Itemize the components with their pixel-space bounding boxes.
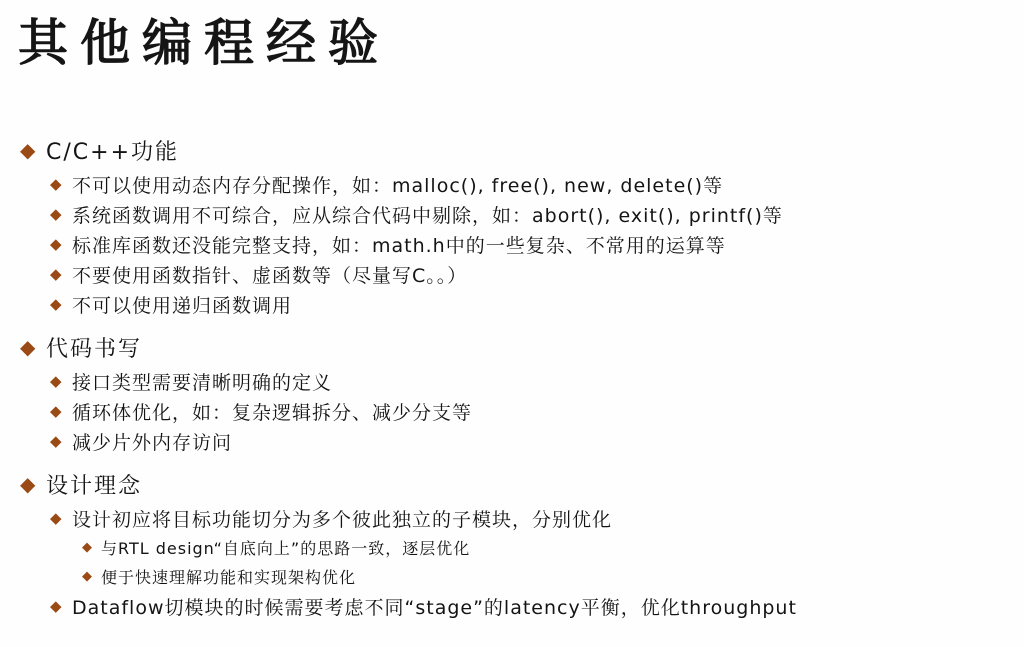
sub-list-item <box>20 562 1010 591</box>
section-code-writing <box>20 328 1010 456</box>
section-cpp-features <box>20 131 1010 319</box>
list-item-text: 不可以使用动态内存分配操作，如：malloc(), free(), new, delete()等 <box>72 174 724 197</box>
list-item-text: 设计初应将目标功能切分为多个彼此独立的子模块，分别优化 <box>72 508 613 531</box>
section-heading <box>20 131 1010 169</box>
section-heading <box>20 328 1010 366</box>
section-heading-text: 代码书写 <box>46 336 143 362</box>
diamond-bullet-icon: ◆ <box>50 509 62 527</box>
section-heading <box>20 465 1010 503</box>
list-item <box>20 289 1010 319</box>
list-item <box>20 591 1010 621</box>
diamond-bullet-icon: ◆ <box>20 335 36 359</box>
list-item-text: Dataflow切模块的时候需要考虑不同“stage”的latency平衡，优化throughput <box>72 596 797 619</box>
list-item <box>20 199 1010 229</box>
slide-title: 其他编程经验 <box>18 13 390 72</box>
list-item <box>20 396 1010 426</box>
diamond-bullet-icon: ◆ <box>50 205 62 223</box>
list-item <box>20 426 1010 456</box>
list-item <box>20 366 1010 396</box>
diamond-bullet-icon: ◆ <box>50 372 62 390</box>
diamond-bullet-icon: ◆ <box>50 295 62 313</box>
list-item-text: 不可以使用递归函数调用 <box>72 294 293 317</box>
list-item <box>20 169 1010 199</box>
sub-list-item-text: 与RTL design“自底向上”的思路一致，逐层优化 <box>101 539 471 558</box>
diamond-bullet-icon: ◆ <box>50 235 62 253</box>
list-item-text: 系统函数调用不可综合，应从综合代码中剔除，如：abort(), exit(), printf()等 <box>72 204 783 227</box>
sub-list-item <box>20 533 1010 562</box>
section-heading-text: C/C++功能 <box>46 139 180 165</box>
diamond-bullet-icon: ◆ <box>50 402 62 420</box>
list-item-text: 循环体优化，如：复杂逻辑拆分、减少分支等 <box>72 401 473 424</box>
diamond-bullet-icon: ◆ <box>50 432 62 450</box>
section-design-philosophy <box>20 465 1010 621</box>
list-item-text: 标准库函数还没能完整支持，如：math.h中的一些复杂、不常用的运算等 <box>72 234 726 257</box>
diamond-bullet-icon: ◆ <box>20 472 36 496</box>
sub-list-item-text: 便于快速理解功能和实现架构优化 <box>101 568 357 587</box>
list-item-text: 不要使用函数指针、虚函数等（尽量写C。。） <box>72 264 468 287</box>
slide-content <box>20 131 1010 621</box>
list-item <box>20 259 1010 289</box>
diamond-bullet-icon: ◆ <box>82 569 92 584</box>
list-item-text: 减少片外内存访问 <box>72 431 233 454</box>
diamond-bullet-icon: ◆ <box>50 597 62 615</box>
diamond-bullet-icon: ◆ <box>20 138 36 162</box>
list-item-text: 接口类型需要清晰明确的定义 <box>72 371 333 394</box>
diamond-bullet-icon: ◆ <box>50 175 62 193</box>
diamond-bullet-icon: ◆ <box>82 540 92 555</box>
list-item <box>20 229 1010 259</box>
section-heading-text: 设计理念 <box>46 473 143 499</box>
diamond-bullet-icon: ◆ <box>50 265 62 283</box>
list-item <box>20 503 1010 533</box>
